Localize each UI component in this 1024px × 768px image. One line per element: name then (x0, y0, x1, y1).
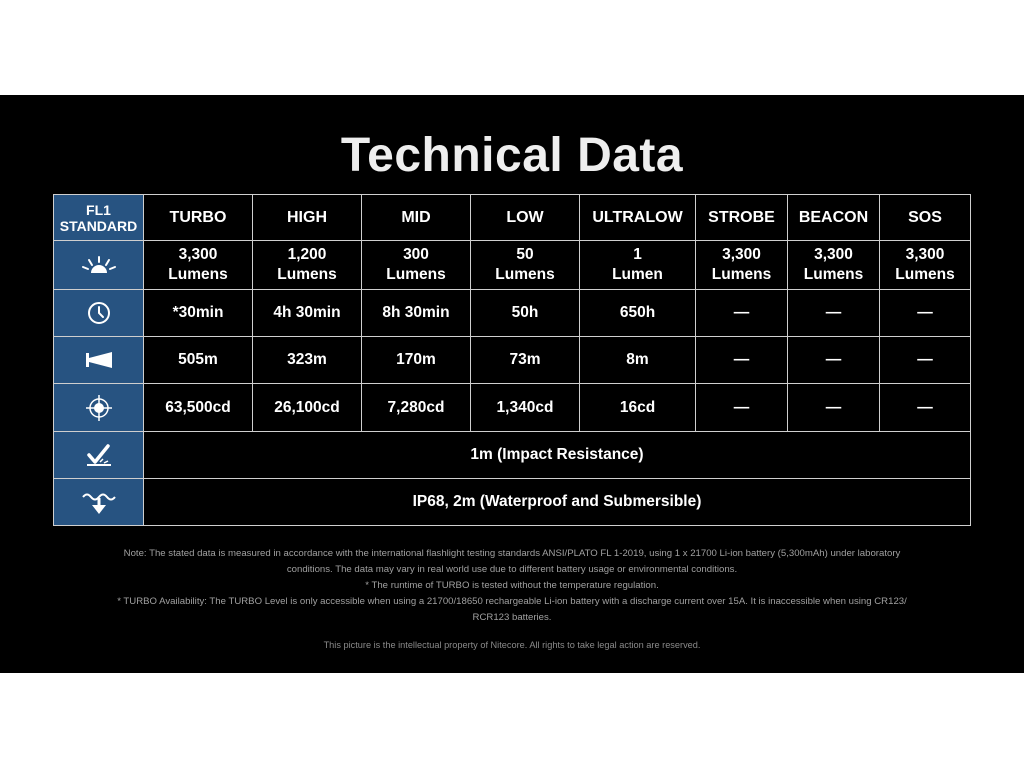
standard-line-1: FL1 (86, 201, 111, 218)
mode-beacon: BEACON (788, 195, 880, 241)
page-title: Technical Data (340, 129, 684, 182)
intensity-value: 1,340cd (471, 384, 580, 432)
runtime-value: — (696, 290, 788, 337)
clock-icon (54, 290, 144, 337)
runtime-value: 50h (471, 290, 580, 337)
standard-label (54, 195, 144, 241)
output-row (54, 241, 971, 290)
runtime-value: *30min (144, 290, 253, 337)
output-value: 1 Lumen (580, 241, 696, 290)
mode-mid: MID (362, 195, 471, 241)
mode-low: LOW (471, 195, 580, 241)
runtime-value: — (880, 290, 971, 337)
mode-high: HIGH (253, 195, 362, 241)
output-value: 3,300 Lumens (696, 241, 788, 290)
distance-value: — (788, 337, 880, 384)
runtime-row (54, 290, 971, 337)
mode-header-row (54, 195, 971, 241)
technical-data-table (53, 194, 971, 526)
intensity-value: 26,100cd (253, 384, 362, 432)
waterproof-icon (54, 479, 144, 526)
output-value: 3,300 Lumens (788, 241, 880, 290)
distance-value: 505m (144, 337, 253, 384)
output-value: 3,300 Lumens (880, 241, 971, 290)
output-value: 300 Lumens (362, 241, 471, 290)
mode-sos: SOS (880, 195, 971, 241)
impact-resistance-icon (54, 432, 144, 479)
impact-value: 1m (Impact Resistance) (144, 432, 971, 479)
peak-intensity-icon (54, 384, 144, 432)
mode-strobe: STROBE (696, 195, 788, 241)
note-line: Note: The stated data is measured in accordance with the international flashlight testing standards ANSI/PLATO FL 1-2019, using 1 x 21700 Li-ion battery (5,300mAh) under laboratory (123, 548, 901, 559)
note-line: * TURBO Availability: The TURBO Level is only accessible when using a 21700/18650 rechargeable Li-ion battery with a discharge current over 15A. It is inaccessible when using CR123/ (117, 596, 907, 607)
waterproof-value: IP68, 2m (Waterproof and Submersible) (144, 479, 971, 526)
beam-distance-icon (54, 337, 144, 384)
intensity-value: 16cd (580, 384, 696, 432)
distance-value: 8m (580, 337, 696, 384)
copyright-notice: This picture is the intellectual property of Nitecore. All rights to take legal action are reserved. (323, 640, 701, 650)
waterproof-row (54, 479, 971, 526)
intensity-row (54, 384, 971, 432)
distance-value: 170m (362, 337, 471, 384)
note-line: RCR123 batteries. (472, 612, 552, 623)
standard-line-2: STANDARD (59, 217, 138, 234)
runtime-value: 4h 30min (253, 290, 362, 337)
footnotes (40, 546, 984, 626)
runtime-value: 650h (580, 290, 696, 337)
output-value: 3,300 Lumens (144, 241, 253, 290)
output-value: 1,200 Lumens (253, 241, 362, 290)
impact-row (54, 432, 971, 479)
distance-value: 73m (471, 337, 580, 384)
intensity-value: — (880, 384, 971, 432)
intensity-value: — (788, 384, 880, 432)
mode-turbo: TURBO (144, 195, 253, 241)
mode-ultralow: ULTRALOW (580, 195, 696, 241)
note-line: conditions. The data may vary in real world use due to different battery usage or environmental conditions. (286, 564, 738, 575)
distance-row (54, 337, 971, 384)
distance-value: 323m (253, 337, 362, 384)
note-line: * The runtime of TURBO is tested without the temperature regulation. (365, 580, 659, 591)
intensity-value: 63,500cd (144, 384, 253, 432)
runtime-value: 8h 30min (362, 290, 471, 337)
distance-value: — (880, 337, 971, 384)
distance-value: — (696, 337, 788, 384)
brightness-icon (54, 241, 144, 290)
runtime-value: — (788, 290, 880, 337)
output-value: 50 Lumens (471, 241, 580, 290)
intensity-value: — (696, 384, 788, 432)
intensity-value: 7,280cd (362, 384, 471, 432)
